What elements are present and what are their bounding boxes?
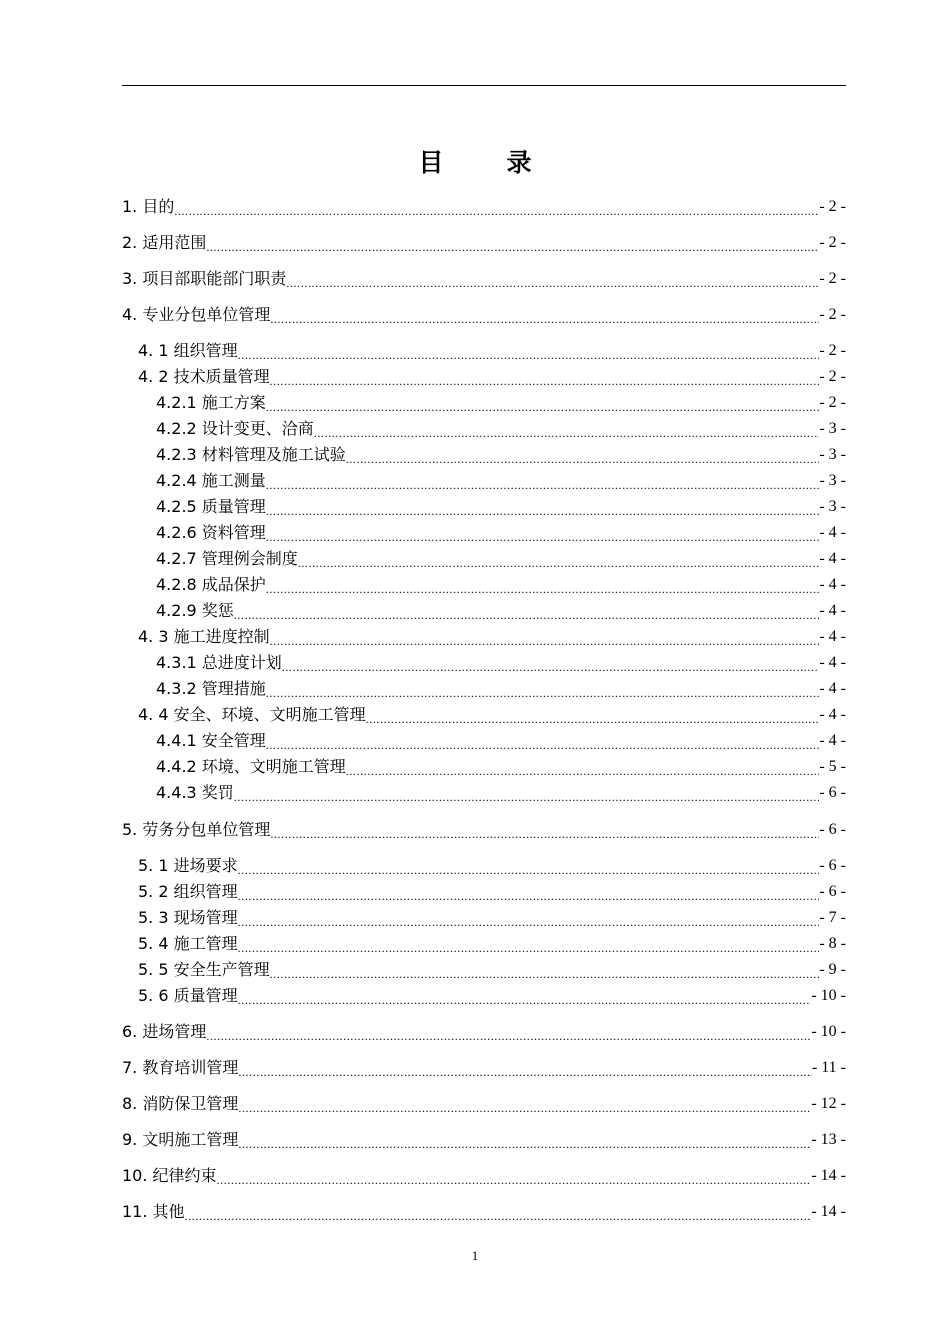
toc-entry[interactable] — [138, 366, 846, 388]
toc-entry-label: 4. 4 安全、环境、文明施工管理 — [138, 705, 366, 724]
toc-entry-label: 3. 项目部职能部门职责 — [122, 269, 287, 288]
toc-entry-label: 4. 1 组织管理 — [138, 341, 238, 360]
toc-entry-page: - 6 - — [819, 857, 846, 874]
toc-entry-label: 4.4.3 奖罚 — [156, 783, 234, 802]
toc-entry-label: 4.2.5 质量管理 — [156, 497, 266, 516]
toc-entry-page: - 2 - — [819, 368, 846, 385]
toc-entry-page: - 3 - — [819, 420, 846, 437]
dot-leader — [286, 276, 819, 290]
toc-entry[interactable] — [156, 470, 846, 492]
toc-entry-page: - 12 - — [811, 1095, 846, 1112]
toc-entry-page: - 6 - — [819, 784, 846, 801]
toc-entry-page: - 3 - — [819, 472, 846, 489]
toc-entry[interactable] — [122, 304, 846, 326]
toc-entry[interactable] — [122, 1129, 846, 1151]
toc-entry[interactable] — [122, 232, 846, 254]
toc-entry-label: 4. 专业分包单位管理 — [122, 305, 271, 324]
toc-entry-page: - 7 - — [819, 909, 846, 926]
dot-leader — [238, 915, 820, 929]
toc-entry-page: - 2 - — [819, 342, 846, 359]
toc-entry[interactable] — [156, 522, 846, 544]
dot-leader — [234, 790, 820, 804]
dot-leader — [238, 889, 820, 903]
toc-entry[interactable] — [156, 496, 846, 518]
toc-entry-label: 5. 2 组织管理 — [138, 882, 238, 901]
toc-entry[interactable] — [138, 959, 846, 981]
toc-entry[interactable] — [122, 268, 846, 290]
dot-leader — [174, 204, 819, 218]
dot-leader — [266, 582, 820, 596]
toc-entry[interactable] — [156, 782, 846, 804]
dot-leader — [206, 240, 819, 254]
dot-leader — [314, 426, 820, 440]
dot-leader — [270, 967, 820, 981]
toc-entry[interactable] — [122, 1021, 846, 1043]
toc-entry-label: 4.3.1 总进度计划 — [156, 653, 282, 672]
toc-entry-page: - 4 - — [819, 706, 846, 723]
header-rule — [122, 85, 846, 86]
toc-entry-label: 6. 进场管理 — [122, 1022, 207, 1041]
toc-entry-page: - 4 - — [819, 550, 846, 567]
dot-leader — [266, 530, 820, 544]
toc-entry[interactable] — [138, 881, 846, 903]
toc-entry-page: - 4 - — [819, 576, 846, 593]
toc-entry-label: 5. 3 现场管理 — [138, 908, 238, 927]
toc-entry-label: 5. 劳务分包单位管理 — [122, 820, 271, 839]
toc-entry-label: 4.2.3 材料管理及施工试验 — [156, 445, 346, 464]
toc-entry[interactable] — [156, 678, 846, 700]
toc-entry[interactable] — [156, 574, 846, 596]
toc-entry-page: - 3 - — [819, 446, 846, 463]
dot-leader — [270, 312, 819, 326]
toc-entry[interactable] — [156, 600, 846, 622]
dot-leader — [270, 374, 820, 388]
toc-entry[interactable] — [122, 1165, 846, 1187]
toc-entry-page: - 13 - — [811, 1131, 846, 1148]
toc-entry[interactable] — [122, 819, 846, 841]
toc-entry-page: - 4 - — [819, 628, 846, 645]
toc-entry-page: - 2 - — [819, 394, 846, 411]
toc-entry-page: - 14 - — [811, 1167, 846, 1184]
toc-entry-page: - 6 - — [819, 821, 846, 838]
toc-entry-page: - 11 - — [811, 1059, 846, 1076]
toc-entry-page: - 3 - — [819, 498, 846, 515]
toc-entry-page: - 2 - — [819, 306, 846, 323]
toc-entry[interactable] — [156, 418, 846, 440]
toc-entry[interactable] — [138, 933, 846, 955]
dot-leader — [346, 764, 820, 778]
dot-leader — [266, 738, 820, 752]
toc-entry-label: 4.2.2 设计变更、洽商 — [156, 419, 314, 438]
toc-entry[interactable] — [122, 196, 846, 218]
toc-entry-page: - 4 - — [819, 732, 846, 749]
toc-entry[interactable] — [138, 626, 846, 648]
dot-leader — [234, 608, 820, 622]
toc-entry-label: 7. 教育培训管理 — [122, 1058, 239, 1077]
toc-entry-label: 4.4.1 安全管理 — [156, 731, 266, 750]
dot-leader — [282, 660, 820, 674]
toc-entry-label: 4. 3 施工进度控制 — [138, 627, 270, 646]
dot-leader — [298, 556, 820, 570]
toc-entry-page: - 14 - — [811, 1203, 846, 1220]
toc-entry-page: - 10 - — [811, 1023, 846, 1040]
toc-entry-label: 11. 其他 — [122, 1202, 185, 1221]
toc-entry[interactable] — [156, 756, 846, 778]
toc-entry-label: 10. 纪律约束 — [122, 1166, 217, 1185]
dot-leader — [266, 478, 820, 492]
dot-leader — [270, 634, 820, 648]
toc-entry-label: 4.2.9 奖惩 — [156, 601, 234, 620]
dot-leader — [238, 941, 820, 955]
toc-entry[interactable] — [156, 444, 846, 466]
toc-entry[interactable] — [122, 1057, 846, 1079]
dot-leader — [238, 863, 820, 877]
toc-entry[interactable] — [156, 392, 846, 414]
dot-leader — [238, 348, 820, 362]
toc-entry[interactable] — [156, 652, 846, 674]
dot-leader — [266, 686, 820, 700]
toc-entry-page: - 6 - — [819, 883, 846, 900]
toc-entry-label: 5. 5 安全生产管理 — [138, 960, 270, 979]
toc-entry-label: 4.3.2 管理措施 — [156, 679, 266, 698]
dot-leader — [238, 1065, 812, 1079]
toc-entry-page: - 2 - — [819, 198, 846, 215]
toc-entry-label: 5. 4 施工管理 — [138, 934, 238, 953]
toc-entry[interactable] — [122, 1093, 846, 1115]
toc-entry-label: 5. 6 质量管理 — [138, 986, 238, 1005]
toc-entry[interactable] — [156, 548, 846, 570]
toc-entry[interactable] — [122, 1201, 846, 1223]
toc-entry-page: - 9 - — [819, 961, 846, 978]
toc-entry-page: - 5 - — [819, 758, 846, 775]
toc-entry-label: 4.2.4 施工测量 — [156, 471, 266, 490]
toc-entry-page: - 8 - — [819, 935, 846, 952]
page-title: 目录 — [418, 148, 595, 177]
toc-entry[interactable] — [156, 730, 846, 752]
dot-leader — [206, 1029, 811, 1043]
page-number: 1 — [471, 1248, 479, 1263]
toc-entry-label: 4.2.1 施工方案 — [156, 393, 266, 412]
toc-entry-label: 8. 消防保卫管理 — [122, 1094, 239, 1113]
toc-entry[interactable] — [138, 855, 846, 877]
toc-entry-label: 4.2.6 资料管理 — [156, 523, 266, 542]
dot-leader — [366, 712, 820, 726]
toc-entry-page: - 4 - — [819, 654, 846, 671]
toc-entry[interactable] — [138, 907, 846, 929]
dot-leader — [266, 504, 820, 518]
toc-entry-page: - 4 - — [819, 524, 846, 541]
dot-leader — [238, 993, 812, 1007]
dot-leader — [238, 1137, 811, 1151]
dot-leader — [238, 1101, 811, 1115]
toc-entry-page: - 4 - — [819, 602, 846, 619]
toc-entry[interactable] — [138, 985, 846, 1007]
dot-leader — [185, 1209, 812, 1223]
toc-entry[interactable] — [138, 704, 846, 726]
toc-entry-page: - 2 - — [819, 234, 846, 251]
dot-leader — [217, 1173, 812, 1187]
toc-entry-page: - 2 - — [819, 270, 846, 287]
toc-entry-label: 4. 2 技术质量管理 — [138, 367, 270, 386]
dot-leader — [266, 400, 820, 414]
toc-entry-label: 4.2.7 管理例会制度 — [156, 549, 298, 568]
toc-entry[interactable] — [138, 340, 846, 362]
toc-entry-label: 1. 目的 — [122, 197, 175, 216]
toc-entry-label: 2. 适用范围 — [122, 233, 207, 252]
toc-entry-label: 4.4.2 环境、文明施工管理 — [156, 757, 346, 776]
toc-entry-label: 9. 文明施工管理 — [122, 1130, 239, 1149]
toc-entry-page: - 10 - — [811, 987, 846, 1004]
toc-entry-label: 4.2.8 成品保护 — [156, 575, 266, 594]
toc-entry-page: - 4 - — [819, 680, 846, 697]
dot-leader — [270, 827, 819, 841]
toc-entry-label: 5. 1 进场要求 — [138, 856, 238, 875]
dot-leader — [346, 452, 820, 466]
